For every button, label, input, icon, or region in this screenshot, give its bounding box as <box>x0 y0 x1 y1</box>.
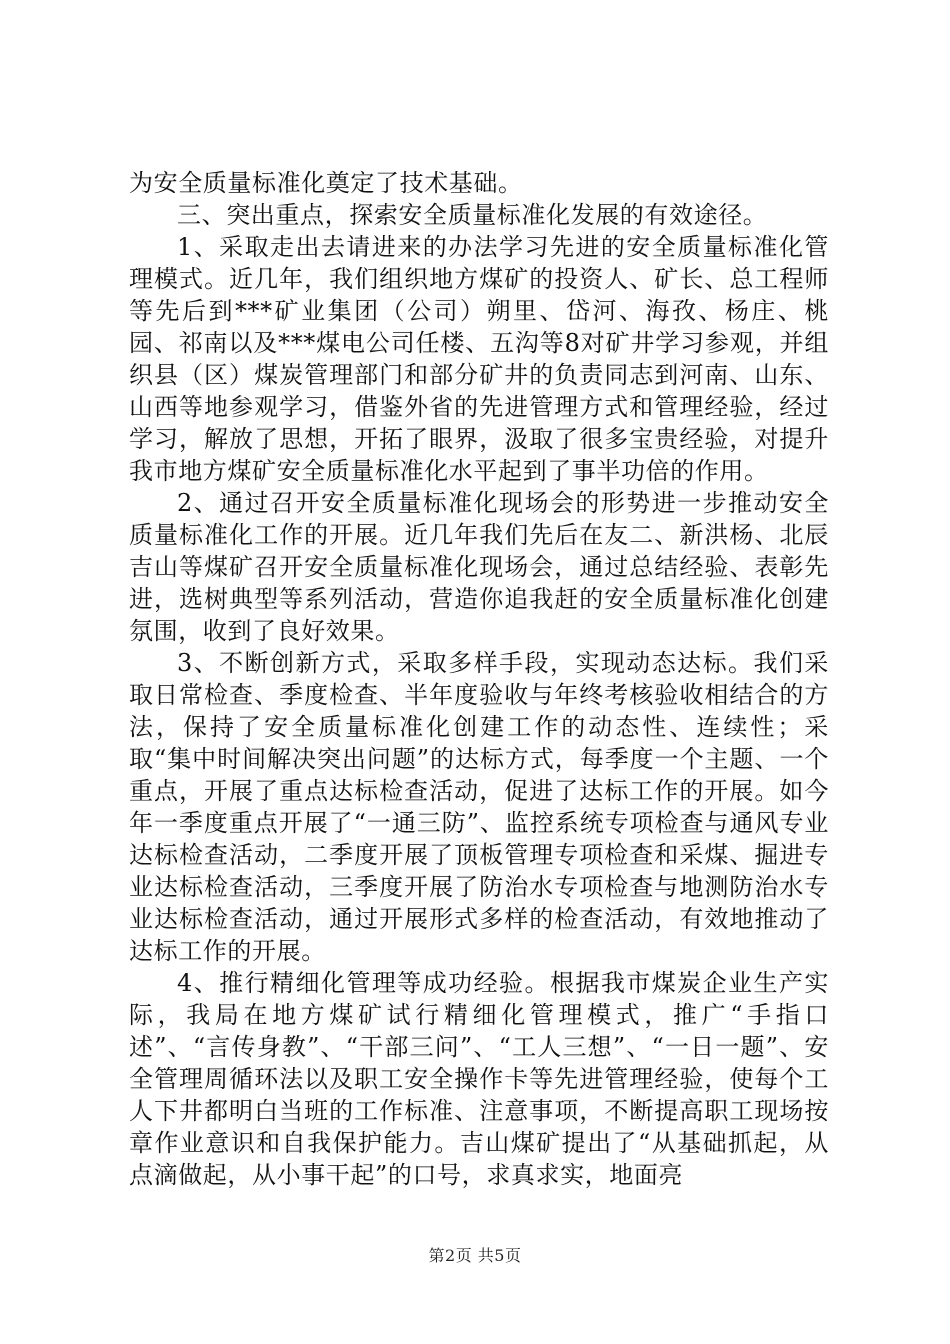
paragraph-item-3: 3、不断创新方式，采取多样手段，实现动态达标。我们采取日常检查、季度检查、半年度验收与年终考核验收相结合的方法，保持了安全质量标准化创建工作的动态性、连续性；采取“集中时间解决突出问题”的达标方式，每季度一个主题、一个重点，开展了重点达标检查活动，促进了达标工作的开展。如今年一季度重点开展了“一通三防”、监控系统专项检查与通风专业达标检查活动，二季度开展了顶板管理专项检查和采煤、掘进专业达标检查活动，三季度开展了防治水专项检查与地测防治水专业达标检查活动，通过开展形式多样的检查活动，有效地推动了达标工作的开展。 <box>129 649 829 965</box>
page-footer: 第2页 共5页 <box>428 1246 522 1265</box>
page-body <box>129 167 829 1191</box>
paragraph-1: 为安全质量标准化奠定了技术基础。 <box>129 169 523 197</box>
paragraph-item-1: 1、采取走出去请进来的办法学习先进的安全质量标准化管理模式。近几年，我们组织地方煤矿的投资人、矿长、总工程师等先后到***矿业集团（公司）朔里、岱河、海孜、杨庄、桃园、祁南以及***煤电公司任楼、五沟等8对矿井学习参观，并组织县（区）煤炭管理部门和部分矿井的负责同志到河南、山东、山西等地参观学习，借鉴外省的先进管理方式和管理经验，经过学习，解放了思想，开拓了眼界，汲取了很多宝贵经验，对提升我市地方煤矿安全质量标准化水平起到了事半功倍的作用。 <box>129 233 829 485</box>
paragraph-item-4: 4、推行精细化管理等成功经验。根据我市煤炭企业生产实际，我局在地方煤矿试行精细化管理模式，推广“手指口述”、“言传身教”、“干部三问”、“工人三想”、“一日一题”、安全管理周循环法以及职工安全操作卡等先进管理经验，使每个工人下井都明白当班的工作标准、注意事项，不断提高职工现场按章作业意识和自我保护能力。吉山煤矿提出了“从基础抓起，从点滴做起，从小事干起”的口号，求真求实，地面亮 <box>129 969 829 1189</box>
paragraph-item-2: 2、通过召开安全质量标准化现场会的形势进一步推动安全质量标准化工作的开展。近几年我们先后在友二、新洪杨、北辰吉山等煤矿召开安全质量标准化现场会，通过总结经验、表彰先进，选树典型等系列活动，营造你追我赶的安全质量标准化创建氛围，收到了良好效果。 <box>129 489 829 645</box>
section-heading: 三、突出重点，探索安全质量标准化发展的有效途径。 <box>177 201 768 229</box>
